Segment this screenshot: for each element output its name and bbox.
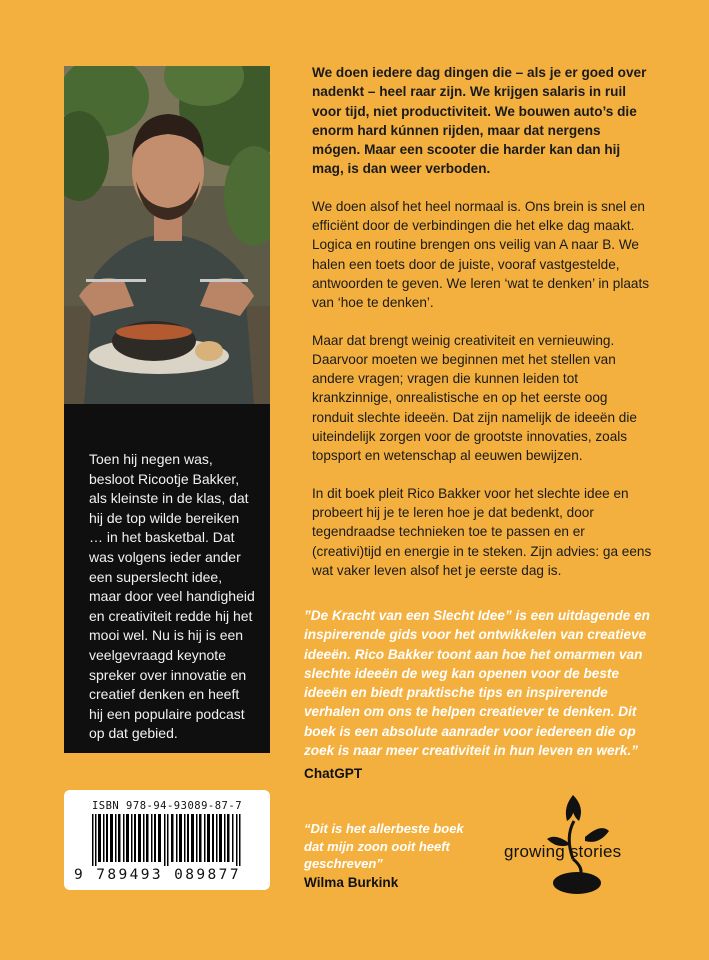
blurb-column [312, 63, 652, 598]
author-photo-illustration [64, 66, 270, 404]
author-bio-box [64, 404, 270, 753]
author-photo [64, 66, 270, 404]
isbn-digits: 9 789493 089877 [74, 867, 241, 883]
review-quote-2: “Dit is het allerbeste boek dat mijn zoon ooit heeft geschreven” [304, 821, 464, 871]
blurb-paragraph-1: We doen iedere dag dingen die – als je er goed over nadenkt – heel raar zijn. We krijgen salaris in ruil voor tijd, niet productiviteit. We bouwen auto’s die enorm hard kúnnen rijden, maar dat nergens mógen. Maar een scooter die harder kan dan hij mag, is dan weer verboden. [312, 65, 647, 177]
sprout-icon [505, 785, 645, 895]
review-quote-1: ”De Kracht van een Slecht Idee” is een uitdagende en inspirerende gids voor het ontwikkelen van creatieve ideeën. Rico Bakker toont aan hoe het omarmen van slechte ideeën de weg kan openen voor de beste ideeën en biedt praktische tips en inspirerende verhalen om ons te helpen creatiever te denken. Dit boek is een absolute aanrader voor iedereen die op zoek is naar meer creativiteit in hun leven en werk.” [304, 608, 650, 759]
author-bio-text: Toen hij negen was, besloot Ricootje Bakker, als kleinste in de klas, dat hij de top wilde bereiken … in het basketbal. Dat was volgens ieder ander een superslecht idee, maar door veel handigheid en creativiteit redde hij het mooi wel. Nu is hij is een veelgevraagd keynote spreker over innovatie en creatief denken en heeft hij een populaire podcast op dat gebied. [89, 451, 255, 742]
barcode-bars [92, 814, 242, 866]
isbn-barcode [64, 790, 270, 890]
isbn-label: ISBN 978-94-93089-87-7 [91, 800, 243, 812]
blurb-paragraph-2: We doen alsof het heel normaal is. Ons brein is snel en efficiënt door de verbindingen die het elke dag maakt. Logica en routine brengen ons veilig van A naar B. We halen een toets door de juiste, vooraf vastgestelde, antwoorden te geven. We leren ‘wat te denken’ in plaats van ‘hoe te denken’. [312, 198, 650, 311]
publisher-logo-text: growing stories [504, 842, 622, 861]
review-quote-2-author: Wilma Burkink [304, 875, 399, 890]
blurb-paragraph-4: In dit boek pleit Rico Bakker voor het slechte idee en probeert hij je te leren hoe je dat bedenkt, door tegendraadse technieken toe te passen en er (creativi)tijd en energie in te steken. Zijn advies: ga eens wat vaker leven alsof het je eerste dag is. [312, 485, 652, 578]
review-quote-1-author: ChatGPT [304, 766, 363, 781]
blurb-paragraph-3: Maar dat brengt weinig creativiteit en vernieuwing. Daarvoor moeten we beginnen met het stellen van andere vragen; vragen die kunnen leiden tot krankzinnige, onrealistische en op het eerste oog ronduit slechte ideeën. Dat zijn namelijk de ideeën die uiteindelijk zorgen voor de grootste innovaties, zoals topsport en wetenschap al eeuwen bewijzen. [312, 332, 637, 464]
